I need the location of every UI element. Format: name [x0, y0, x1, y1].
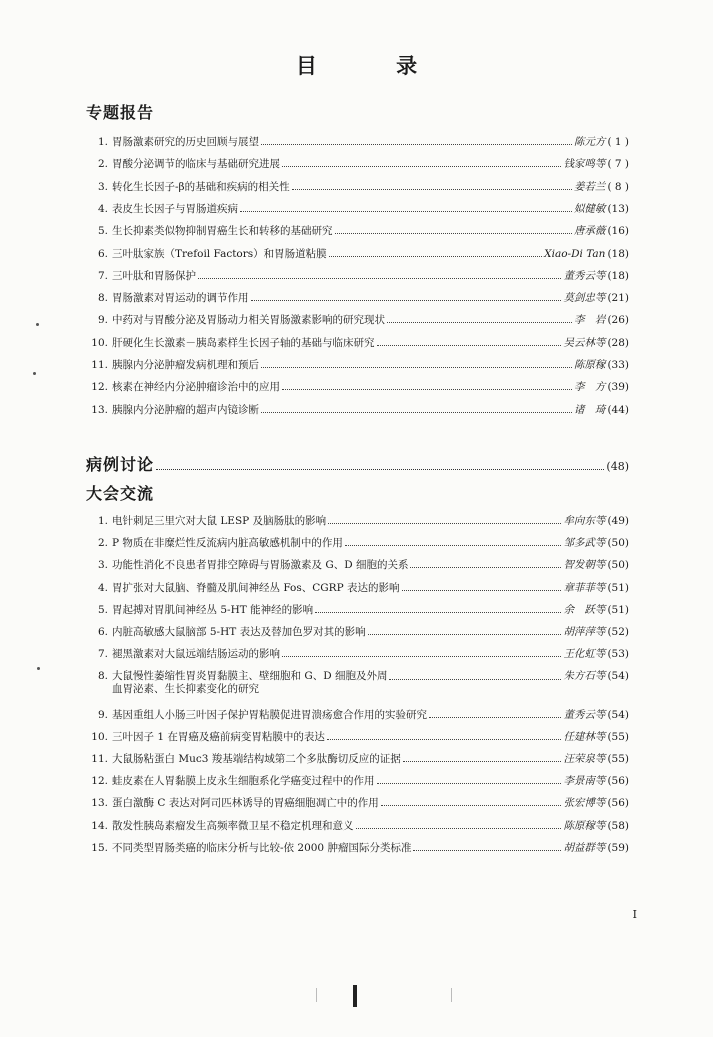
scan-artifact — [353, 985, 357, 1007]
entry-title: 三叶肽家族（Trefoil Factors）和胃肠道粘膜 — [112, 247, 327, 260]
entry-title: 基因重组人小肠三叶因子保护胃粘膜促进胃溃疡愈合作用的实验研究 — [112, 708, 427, 721]
entry-title: 转化生长因子-β的基础和疾病的相关性 — [112, 180, 290, 193]
entry-author: 胡益群等 — [563, 841, 606, 854]
entry-title: 胃肠激素研究的历史回顾与展望 — [112, 136, 259, 148]
page-number: I — [632, 908, 637, 921]
entry-number: 9. — [97, 314, 108, 327]
entry-author: 胡萍萍等 — [563, 626, 606, 638]
dot-leader — [261, 144, 572, 145]
entry-page: (54) — [607, 670, 629, 683]
dot-leader — [282, 166, 561, 167]
toc-entry — [86, 626, 629, 639]
entry-author: 智发朝等 — [563, 559, 606, 572]
entry-number: 6. — [97, 626, 108, 638]
toc-entry — [86, 203, 629, 216]
dot-leader — [282, 656, 561, 657]
entry-title: 蛙皮素在人胃黏膜上皮永生细胞系化学癌变过程中的作用 — [112, 775, 375, 788]
entry-title-continued: 血胃泌素、生长抑素变化的研究 — [112, 683, 259, 696]
toc-entry — [86, 820, 629, 833]
entry-author: 姜若兰 — [573, 180, 606, 193]
dot-leader — [292, 189, 572, 190]
toc-entry — [86, 337, 629, 350]
entry-number: 11. — [91, 359, 108, 371]
entry-page: ( 8 ) — [607, 180, 629, 193]
entry-title: 胃肠激素对胃运动的调节作用 — [112, 292, 249, 305]
entry-author: 董秀云等 — [563, 708, 606, 721]
entry-page: (54) — [607, 708, 629, 721]
dot-leader — [377, 783, 562, 784]
toc-entry — [86, 158, 629, 171]
entry-author: 李 方 — [573, 381, 606, 394]
entry-title: 不同类型胃肠类癌的临床分析与比较-依 2000 肿瘤国际分类标准 — [112, 841, 412, 854]
entry-page: (18) — [607, 269, 629, 282]
dot-leader — [389, 679, 561, 680]
dot-leader — [410, 567, 561, 568]
scan-artifact — [33, 372, 36, 375]
entry-page: (16) — [607, 225, 629, 238]
entry-number: 10. — [91, 730, 108, 743]
dot-leader — [156, 469, 604, 470]
dot-leader — [377, 345, 562, 346]
entry-page: (49) — [607, 515, 629, 527]
entry-page: (59) — [607, 841, 629, 854]
toc-entry — [86, 270, 629, 283]
entry-title: 中药对与胃酸分泌及胃肠动力相关胃肠激素影响的研究现状 — [112, 314, 385, 327]
toc-entry — [86, 797, 629, 810]
entry-number: 3. — [97, 559, 108, 572]
toc-entry — [86, 604, 629, 617]
entry-title: 内脏高敏感大鼠脑部 5-HT 表达及替加色罗对其的影响 — [112, 626, 366, 638]
dot-leader — [413, 850, 561, 851]
dot-leader — [356, 828, 562, 829]
entry-page: ( 7 ) — [607, 158, 629, 171]
entry-author: 姒健敏 — [573, 202, 606, 215]
entry-page: ( 1 ) — [607, 136, 629, 148]
entry-author: 陈元方 — [573, 136, 606, 148]
dot-leader — [261, 367, 572, 368]
dot-leader — [261, 412, 572, 413]
entry-page: (53) — [607, 648, 629, 661]
entry-page: (56) — [607, 797, 629, 810]
entry-number: 7. — [97, 269, 108, 282]
toc-entry — [86, 515, 629, 528]
entry-title: 电针刺足三里穴对大鼠 LESP 及脑肠肽的影响 — [112, 515, 327, 527]
dot-leader — [403, 761, 562, 762]
entry-number: 1. — [97, 136, 108, 148]
entry-title: 三叶肽和胃肠保护 — [112, 269, 196, 282]
entry-title: 生长抑素类似物抑制胃癌生长和转移的基础研究 — [112, 225, 333, 238]
entry-number: 2. — [97, 158, 108, 171]
toc-entry — [86, 248, 629, 261]
toc-entry — [86, 648, 629, 661]
toc-entry — [86, 537, 629, 550]
dot-leader — [368, 634, 562, 635]
entry-author: 吴云林等 — [563, 336, 606, 349]
entry-author: 诸 琦 — [573, 403, 606, 416]
toc-entry — [86, 842, 629, 855]
toc-entry — [86, 670, 629, 696]
dot-leader — [381, 805, 562, 806]
entry-page: (52) — [607, 626, 629, 638]
entry-page: (55) — [607, 753, 629, 765]
entry-number: 12. — [91, 775, 108, 788]
entry-title: 胃酸分泌调节的临床与基础研究进展 — [112, 158, 280, 171]
entry-number: 7. — [97, 648, 108, 661]
section-heading-special-reports: 专题报告 — [86, 103, 155, 122]
entry-author: 余 跃等 — [563, 603, 606, 616]
entry-author: 朱方石等 — [563, 670, 606, 683]
toc-entry — [86, 582, 629, 595]
toc-entry — [86, 709, 629, 722]
entry-number: 8. — [97, 670, 108, 683]
entry-number: 3. — [97, 180, 108, 193]
entry-number: 2. — [97, 537, 108, 550]
entry-page: (51) — [607, 603, 629, 616]
entry-author: 陈原稼等 — [563, 819, 606, 832]
entry-title: 胃起搏对胃肌间神经丛 5-HT 能神经的影响 — [112, 603, 314, 616]
entry-title: 功能性消化不良患者胃排空障碍与胃肠激素及 G、D 细胞的关系 — [112, 559, 409, 572]
toc-entry — [86, 559, 629, 572]
entry-author: 钱家鸣等 — [563, 158, 606, 171]
entry-page: (56) — [607, 775, 629, 788]
entry-author: 王化虹等 — [563, 648, 606, 661]
case-discussion-page: (48) — [606, 460, 629, 473]
toc-entry — [86, 181, 629, 194]
entry-author: 唐承薇 — [573, 225, 606, 238]
entry-number: 11. — [91, 753, 108, 765]
entry-number: 4. — [97, 581, 108, 594]
scan-artifact — [451, 988, 452, 1002]
entry-page: (51) — [607, 581, 629, 594]
entry-title-block — [112, 670, 387, 696]
entry-title: 大鼠肠粘蛋白 Muc3 羧基端结构域第二个多肽酶切反应的证据 — [112, 753, 401, 765]
entry-author: 董秀云等 — [563, 269, 606, 282]
toc-entry — [86, 753, 629, 766]
dot-leader — [387, 322, 572, 323]
dot-leader — [282, 389, 572, 390]
entry-author: 陈原稼 — [573, 359, 606, 371]
entry-author: 莫剑忠等 — [563, 292, 606, 305]
entry-author: Xiao-Di Tan — [544, 247, 606, 260]
entry-title: 胃扩张对大鼠脑、脊髓及肌间神经丛 Fos、CGRP 表达的影响 — [112, 581, 400, 594]
entry-page: (18) — [607, 247, 629, 260]
entry-page: (13) — [607, 202, 629, 215]
entry-title: 表皮生长因子与胃肠道疾病 — [112, 202, 238, 215]
dot-leader — [198, 278, 561, 279]
toc-entry — [86, 359, 629, 372]
entry-title: 三叶因子 1 在胃癌及癌前病变胃粘膜中的表达 — [112, 730, 325, 743]
page-title: 目 录 — [295, 54, 454, 78]
entry-title: 胰腺内分泌肿瘤发病机理和预后 — [112, 359, 259, 371]
entry-number: 13. — [91, 797, 108, 810]
entry-author: 张宏博等 — [563, 797, 606, 810]
entry-page: (44) — [607, 403, 629, 416]
entry-number: 8. — [97, 292, 108, 305]
toc-entry — [86, 775, 629, 788]
dot-leader — [240, 211, 572, 212]
entry-author: 邹多武等 — [563, 537, 606, 550]
entry-author: 任建林等 — [563, 730, 606, 743]
toc-entry — [86, 225, 629, 238]
entry-author: 章菲菲等 — [563, 581, 606, 594]
entry-author: 汪荣泉等 — [563, 753, 606, 765]
entry-author: 牟向东等 — [563, 515, 606, 527]
entry-title: 散发性胰岛素瘤发生高频率微卫星不稳定机理和意义 — [112, 819, 354, 832]
dot-leader — [335, 233, 572, 234]
scan-artifact — [37, 667, 40, 670]
entry-number: 1. — [97, 515, 108, 527]
entry-page: (50) — [607, 537, 629, 550]
toc-entry — [86, 731, 629, 744]
entry-title: 肝硬化生长激素－胰岛素样生长因子轴的基础与临床研究 — [112, 336, 375, 349]
toc-entry — [86, 136, 629, 149]
entry-page: (28) — [607, 336, 629, 349]
section-heading-conference-exchange: 大会交流 — [86, 484, 155, 503]
entry-number: 4. — [97, 202, 108, 215]
entry-number: 15. — [91, 841, 108, 854]
entry-number: 12. — [91, 381, 108, 394]
dot-leader — [345, 545, 562, 546]
toc-entry — [86, 381, 629, 394]
entry-number: 14. — [91, 819, 108, 832]
entry-page: (33) — [607, 359, 629, 371]
entry-title: P 物质在非糜烂性反流病内脏高敏感机制中的作用 — [112, 537, 343, 550]
toc-entry — [86, 292, 629, 305]
toc-entry — [86, 314, 629, 327]
entry-page: (39) — [607, 381, 629, 394]
dot-leader — [329, 256, 542, 257]
entry-number: 5. — [97, 603, 108, 616]
case-discussion-label: 病例讨论 — [86, 455, 155, 474]
entry-page: (55) — [607, 730, 629, 743]
entry-page: (50) — [607, 559, 629, 572]
entry-page: (26) — [607, 314, 629, 327]
entry-author: 李 岩 — [573, 314, 606, 327]
entry-title: 大鼠慢性萎缩性胃炎胃黏膜主、壁细胞和 G、D 细胞及外周 — [112, 670, 388, 683]
entry-page: (21) — [607, 292, 629, 305]
dot-leader — [328, 523, 561, 524]
dot-leader — [429, 717, 561, 718]
dot-leader — [402, 590, 562, 591]
dot-leader — [315, 612, 561, 613]
entry-title: 褪黑激素对大鼠远端结肠运动的影响 — [112, 648, 280, 661]
entry-title: 核素在神经内分泌肿瘤诊治中的应用 — [112, 381, 280, 394]
entry-number: 13. — [91, 403, 108, 416]
scan-artifact — [316, 988, 317, 1002]
entry-author: 李景南等 — [563, 775, 606, 788]
dot-leader — [327, 739, 562, 740]
dot-leader — [251, 300, 562, 301]
entry-number: 10. — [91, 336, 108, 349]
entry-page: (58) — [607, 819, 629, 832]
entry-number: 5. — [97, 225, 108, 238]
entry-number: 9. — [97, 708, 108, 721]
entry-title: 蛋白激酶 C 表达对阿司匹林诱导的胃癌细胞凋亡中的作用 — [112, 797, 379, 810]
entry-number: 6. — [97, 247, 108, 260]
entry-title: 胰腺内分泌肿瘤的超声内镜诊断 — [112, 403, 259, 416]
section-heading-case-discussion — [86, 452, 629, 475]
scan-artifact — [36, 323, 39, 326]
toc-entry — [86, 404, 629, 417]
